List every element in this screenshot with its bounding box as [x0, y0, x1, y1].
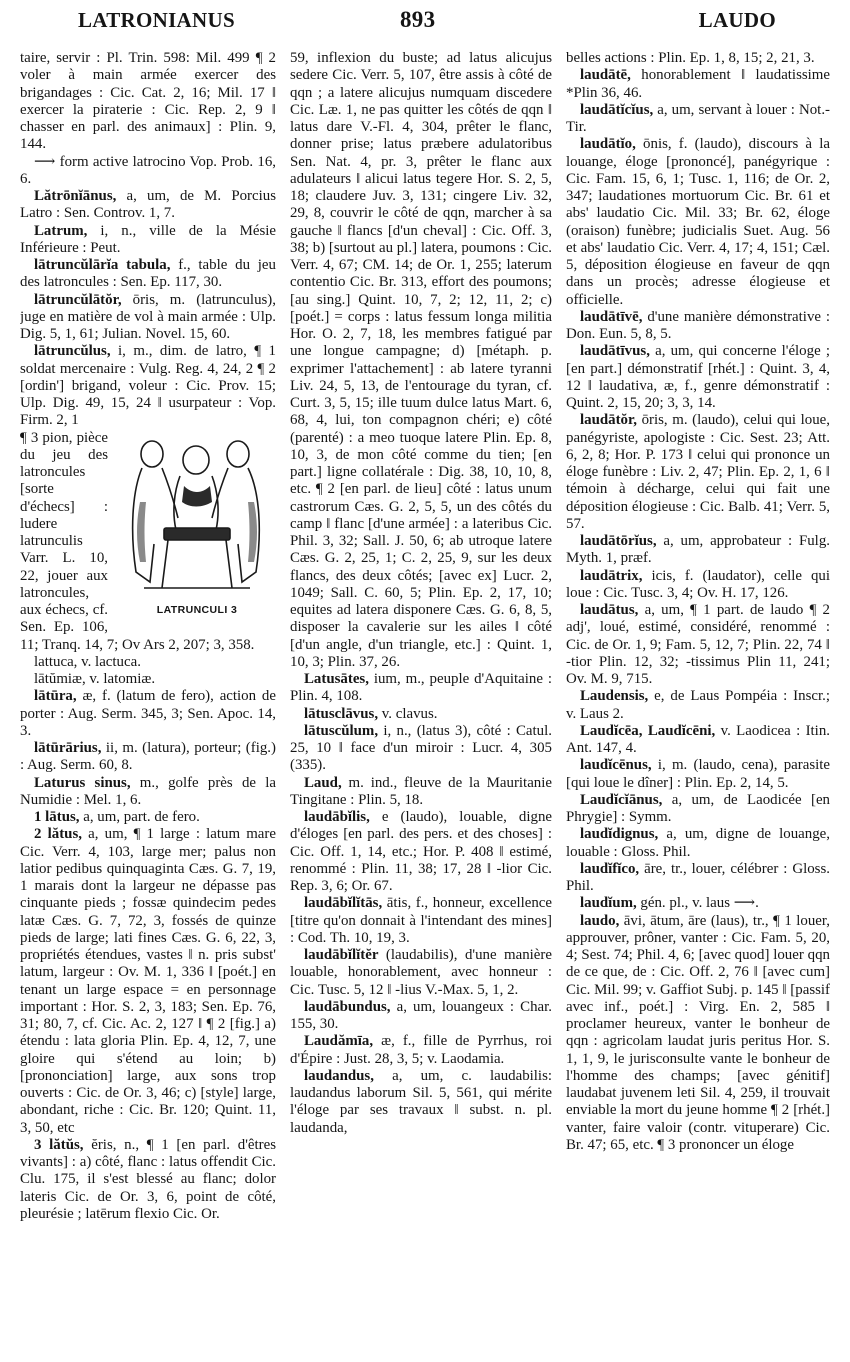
dictionary-entry [20, 154, 276, 189]
dictionary-entry [20, 740, 276, 775]
entry-headword: laudātīvē, [580, 308, 643, 325]
dictionary-entry [20, 343, 276, 429]
entry-headword: laudātīvus, [580, 343, 650, 360]
entry-text: d'une manière démonstrative : Don. Eun. 5, 8, 5. [566, 308, 830, 342]
dictionary-entry [290, 809, 552, 895]
entry-headword: laudātrix, [580, 567, 643, 584]
entry-headword: laudātōrĭus, [580, 533, 657, 549]
entry-text: a, um, c. laudabilis: laudandus laborum Sil. 5, 561, qui mérite l'éloge par ses travaux ‖ subst. n. pl. laudanda, [290, 1067, 552, 1136]
dictionary-entry [20, 809, 276, 826]
dictionary-entry [290, 723, 552, 775]
dictionary-entry [566, 67, 830, 102]
entry-text: ōris, m. (latrunculus), juge en matière de vol à main armée : Ulp. Dig. 5, 1, 61; Julian. Novel. 15, 60. [20, 291, 276, 342]
entry-text: ¶ 3 pion, pièce du jeu des latroncules [sorte d'échecs] : ludere latrunculis Varr. L. 10, 22, jouer aux latroncules, aux échecs, cf. Sen. Ep. 106, 11; Tranq. 14, 7; Ov Ars 2, 207; 3, 358. [20, 429, 255, 653]
entry-text: i, m., dim. de latro, ¶ 1 soldat mercenaire : Vulg. Reg. 4, 24, 2 ¶ 2 [ordin'] brigand, voleur : Cic. Prov. 15; Ulp. Dig. 49, 15, 24 ‖ usurpateur : Vop. Firm. 2, 1 [20, 343, 276, 429]
entry-headword: lātruncŭlātŏr, [34, 291, 122, 308]
dictionary-entry [566, 723, 830, 758]
dictionary-entry [566, 533, 830, 568]
entry-text: æ, f. (latum de fero), action de porter : Aug. Serm. 345, 3; Sen. Apoc. 14, 3. [20, 688, 276, 739]
entry-text: ⟶ form active latrocino Vop. Prob. 16, 6. [20, 153, 276, 187]
entry-text: e (laudo), louable, digne d'éloges [en parl. des pers. et des choses] : Cic. Off. 1, 14, etc.; Hor. P. 408 ‖ estimé, renommé : Plin. 11, 38; 17, 28 ‖ -lior Cic. Rep. 3, 6; Or. 67. [290, 809, 552, 894]
running-head-right: LAUDO [698, 8, 776, 32]
dictionary-entry [566, 826, 830, 861]
dictionary-entry [20, 50, 276, 154]
figure-caption: LATRUNCULI 3 [156, 604, 238, 617]
dictionary-entry [20, 688, 276, 740]
dictionary-entry [20, 775, 276, 810]
entry-headword: Laudĭcēa, Laudĭcēni, [580, 722, 716, 739]
entry-text: m., golfe près de la Numidie : Mel. 1, 6. [20, 774, 276, 808]
entry-text: ium, m., peuple d'Aquitaine : Plin. 4, 108. [290, 671, 552, 705]
entry-text: e, de Laus Pompéia : Inscr.; v. Laus 2. [566, 688, 830, 722]
entry-text: a, um, part. de fero. [79, 809, 200, 825]
dictionary-entry [20, 188, 276, 223]
column-2 [290, 50, 552, 1356]
entry-headword: laudĭfĭco, [580, 860, 640, 877]
dictionary-entry [290, 1068, 552, 1137]
page-header [0, 0, 850, 44]
dictionary-entry [566, 792, 830, 827]
dictionary-entry [20, 257, 276, 292]
entry-text: āvi, ātum, āre (laus), tr., ¶ 1 louer, approuver, prôner, vanter : Cic. Fam. 5, 20, 4; Sest. 74; Phil. 4, 6; [avec quod] louer qqn de ce que, de : Cic. Off. 2, 76 ‖ [avec cum] Cic. Mil. 99; v. Gaffiot Subj. p. 145 ‖ [passif avec inf., poét.] : Virg. En. 2, 585 ‖ proclamer heureux, vanter le bonheur de qqn : agricolam laudat juris peritus Hor. S. 1, 1, 9, le jurisconsulte vante le bonheur de l'homme des champs; [avec génitif] laudabat juvenem leti Sil. 4, 259, il trouvait enviable la mort du jeune homme ¶ 2 [rhét.] vanter, faire valoir (contr. vituperare) Cic. Br. 47; 65, etc. ¶ 3 prononcer un éloge [566, 912, 830, 1153]
entry-headword: laudĭdignus, [580, 826, 659, 843]
entry-headword: laudābĭlĭtĕr [304, 947, 379, 963]
entry-headword: laudātĭcĭus, [580, 101, 654, 118]
dictionary-entry [20, 654, 276, 671]
entry-headword: laudandus, [304, 1067, 374, 1084]
dictionary-entry [566, 50, 830, 67]
entry-text: a, um, ¶ 1 part. de laudo ¶ 2 adj', loué, estimé, considéré, renommé : Cic. de Or. 1, 9; Fam. 5, 12, 7; Plin. 22, 74 ‖ -tior Plin. 12, 32; -tissimus Plin 11, 241; Ov. M. 9, 715. [566, 602, 830, 687]
entry-text: honorablement ‖ laudatissime *Plin 36, 46. [566, 67, 830, 101]
entry-headword: 3 lătŭs, [34, 1136, 84, 1153]
dictionary-entry [566, 895, 830, 912]
entry-headword: laudĭcēnus, [580, 757, 652, 774]
entry-headword: Laturus sinus, [34, 774, 131, 791]
entry-headword: lātuscŭlum, [304, 722, 379, 739]
dictionary-entry [566, 568, 830, 603]
dictionary-entry [290, 671, 552, 706]
entry-text: a, um, servant à louer : Not.-Tir. [566, 101, 830, 135]
dictionary-entry [20, 671, 276, 688]
entry-text: a, um, qui concerne l'éloge ; [en part.] démonstratif [rhét.] : Quint. 3, 4, 12 ‖ laudativa, æ, f., genre démonstratif : Quint. 2, 15, 20; 3, 3, 14. [566, 343, 830, 411]
entry-text: a, um, louangeux : Char. 155, 30. [290, 998, 552, 1032]
running-head-left: LATRONIANUS [78, 8, 235, 32]
entry-headword: Laudĭcĭānus, [580, 791, 663, 808]
entry-text: a, um, digne de louange, louable : Gloss. Phil. [566, 826, 830, 860]
dictionary-entry [290, 706, 552, 723]
entry-text: a, um, de Laodicée [en Phrygie] : Symm. [566, 791, 830, 825]
latrunculi-players-icon [114, 432, 276, 604]
entry-headword: laudātē, [580, 67, 631, 84]
entry-headword: laudābĭlĭtās, [304, 895, 383, 912]
entry-text: v. Laodicea : Itin. Ant. 147, 4. [566, 722, 830, 756]
entry-text: i, n., (latus 3), côté : Catul. 25, 10 ‖ face d'un miroir : Lucr. 4, 305 (335). [290, 722, 552, 774]
latrunculi-illustration [114, 432, 276, 622]
entry-headword: Lătrōnĭānus, [34, 188, 117, 204]
entry-headword: Latusātes, [304, 671, 369, 687]
entry-text: āre, tr., louer, célébrer : Gloss. Phil. [566, 860, 830, 894]
entry-headword: Latrum, [34, 222, 88, 239]
dictionary-entry [20, 826, 276, 1137]
dictionary-entry [566, 136, 830, 309]
entry-text: lātŭmiæ, v. latomiæ. [34, 671, 156, 687]
entry-headword: lātūra, [34, 688, 77, 705]
entry-text: 59, inflexion du buste; ad latus alicujus sedere Cic. Verr. 5, 107, être assis à côté de qqn ; a latere alicujus numquam discedere Cic. Læ. 1, ne pas quitter les côtés de qqn ‖ latus dare V.-Fl. 4, 304, prêter le flanc, donner prise; latus præbere adulatoribus Sen. Nat. 4, pr. 3, prêter le flanc aux adulateurs ‖ alicui latus tegere Hor. S. 2, 5, 18; claudere Juv. 3, 131; cingere Liv. 32, 29, 8, couvrir le côté de qqn, marcher à sa gauche ‖ flancs [d'un cheval] : Cic. Off. 3, 38; b) [surtout au pl.] latera, poumons : Cic. Verr. 4, 67; CM. 14; de Or. 1, 255; laterum contentio Cic. Br. 313, effort des poumons; [au sing.] Quint. 10, 7, 2; 12, 11, 2; c) [poét.] = corps : latus fessum longa militia Hor. O. 2, 7, 18, les membres fatigué par une longue campagne; d) [métaph. p. exprimer l'attachement] : ab latere tyranni Liv. 24, 5, 13, de l'entourage du tyran, cf. Curt. 3, 5, 15; ille tuum dulce latus Mart. 6, 68, 4, lui, ton compagnon chéri; e) côté (parenté) : a meo tuoque latere Plin. Ep. 8, 10, 3, de mon côté comme du tien; [en part.] ligne collatérale : Dig. 38, 10, 10, 8, etc. ¶ 2 [en parl. de lieu] côté : latus unum castrorum Cæs. G. 2, 5, 5, un des côtés du camp ‖ flanc [d'une armée] : a lateribus Cic. Phil. 3, 32; Sall. J. 50, 6; ab utroque latere Cæs. G. 2, 25, 1; C. 2, 25, 9, sur les deux flancs, des deux côtés; [avec ex] Lucr. 2, 1049; Sall. C. 60, 5; Plin. Ep. 2, 17, 10; equites ad latera disponere Cæs. G. 6, 8, 5, disposer la cavalerie sur les ailes ‖ côté [d'un angle, d'un triangle, etc.] : Quint. 1, 10, 3; Plin. 37, 26. [290, 50, 552, 670]
entry-headword: 2 lătus, [34, 826, 82, 843]
entry-text: taire, servir : Pl. Trin. 598: Mil. 499 ¶ 2 voler à main armée exercer des brigandages : Cic. Cat. 2, 16; Mil. 17 ‖ exercer la piraterie : Cic. Rep. 2, 9 ‖ chasser en parl. des animaux] : Plin. 9, 144. [20, 50, 276, 153]
entry-text: f., table du jeu des latroncules : Sen. Ep. 117, 30. [20, 257, 276, 291]
entry-text: a, um, de M. Porcius Latro : Sen. Controv. 1, 7. [20, 188, 276, 222]
entry-headword: laudo, [580, 912, 620, 929]
entry-headword: laudātus, [580, 602, 639, 618]
dictionary-entry [566, 343, 830, 412]
entry-headword: lātruncŭlārĭa tabula, [34, 257, 171, 273]
column-3 [566, 50, 830, 1356]
entry-text: gén. pl., v. laus ⟶. [636, 895, 759, 912]
dictionary-entry [20, 223, 276, 258]
entry-headword: lātusclāvus, [304, 705, 379, 722]
entry-text: ātis, f., honneur, excellence [titre qu'on donnait à l'intendant des mines] : Cod. Th. 10, 19, 3. [290, 895, 552, 946]
entry-text: m. ind., fleuve de la Mauritanie Tingitane : Plin. 5, 18. [290, 774, 552, 808]
entry-headword: Laud, [304, 774, 342, 791]
entry-headword: laudābundus, [304, 998, 391, 1015]
entry-text: ĕris, n., ¶ 1 [en parl. d'êtres vivants] : a) côté, flanc : latus offendit Cic. Clu. 175, il s'est blessé au flanc; dolor lateris Cic. de Or. 3, 6, point de côté, pleurésie ; latērum flexio Cic. Or. [20, 1136, 276, 1222]
entry-text: lattuca, v. lactuca. [34, 653, 141, 670]
entry-headword: lātūrārius, [34, 740, 102, 756]
dictionary-entry [566, 309, 830, 344]
entry-headword: Laudămīa, [304, 1033, 374, 1050]
entry-text: a, um, ¶ 1 large : latum mare Cic. Verr. 4, 103, large mer; palus non latior pedibus quinquaginta Cæs. G. 7, 19, 1 marais dont la largeur ne dépasse pas cinquante pieds ; fossæ quindecim pedes latæ Cæs. G. 7, 72, 3, fossés de quinze pieds de large; lati fines Cæs. G. 6, 22, 3, propriétés étendues, vastes ‖ n. pris subst' latum, largeur : Ov. M. 1, 336 ‖ [poét.] en tenant un large espace = en personnage important : Hor. S. 2, 3, 183; Sen. Ep. 76, 31; 80, 7, cf. Cic. Ac. 2, 127 ‖ ¶ 2 [fig.] a) étendu : lata gloria Plin. Ep. 4, 12, 7, une gloire qui s'étend au loin; b) [prononciation] large, aux sons trop ouverts : Cic. de Or. 3, 46; c) [style] large, abondant, riche : Cic. Br. 120; Quint. 11, 3, 50, etc [20, 826, 276, 1136]
dictionary-entry [566, 861, 830, 896]
entry-headword: 1 lātus, [34, 809, 80, 825]
entry-text: a, um, approbateur : Fulg. Myth. 1, præf. [566, 533, 830, 567]
dictionary-entry [290, 999, 552, 1034]
entry-headword: lātruncŭlus, [34, 343, 111, 360]
dictionary-entry [566, 102, 830, 137]
dictionary-entry [290, 50, 552, 671]
dictionary-entry [20, 430, 276, 654]
entry-text: ōris, m. (laudo), celui qui loue, panégyriste, apologiste : Cic. Sest. 23; Att. 6, 2, 8; Hor. P. 173 ‖ celui qui prononce un éloge funèbre : Liv. 2, 47; Plin. Ep. 2, 1, 6 ‖ témoin à décharge, celui qui fait une déposition élogieuse : Cic. Balb. 41; Verr. 5, 57. [566, 412, 830, 532]
dictionary-entry [290, 1033, 552, 1068]
entry-headword: laudātĭo, [580, 136, 636, 153]
dictionary-entry [566, 602, 830, 688]
entry-headword: laudābĭlis, [304, 809, 370, 825]
entry-text: æ, f., fille de Pyrrhus, roi d'Épire : Just. 28, 3, 5; v. Laodamia. [290, 1033, 552, 1067]
entry-text: icis, f. (laudator), celle qui loue : Cic. Tusc. 3, 4; Ov. H. 17, 126. [566, 567, 830, 601]
entry-headword: laudātŏr, [580, 412, 637, 429]
entry-headword: laudĭum, [580, 895, 637, 912]
entry-text: ii, m. (latura), porteur; (fig.) : Aug. Serm. 60, 8. [20, 740, 276, 774]
column-1 [20, 50, 276, 1356]
dictionary-entry [290, 895, 552, 947]
entry-text: ōnis, f. (laudo), discours à la louange, éloge [prononcé], panégyrique : Cic. Fam. 15, 6, 1; Tusc. 1, 116; de Or. 2, 347; laudationes mortuorum Cic. Br. 61 et abs' laudatio Cic. Mil. 33; Br. 62, éloge (oraison) funèbre; judicialis Suet. Aug. 56 et abs' laudatio Cic. Verr. 4, 17; 4, 151; Cæl. 5, déposition élogieuse en faveur de qqn dans un procès; adresse élogieuse et officielle. [566, 136, 830, 308]
dictionary-entry [566, 688, 830, 723]
entry-text: i, m. (laudo, cena), parasite [qui loue le dîner] : Plin. Ep. 2, 14, 5. [566, 757, 830, 791]
entry-text: v. clavus. [378, 705, 438, 722]
dictionary-entry [566, 913, 830, 1155]
dictionary-entry [290, 775, 552, 810]
entry-headword: Laudensis, [580, 688, 649, 705]
entry-text: (laudabilis), d'une manière louable, honorablement, avec honneur : Cic. Tusc. 5, 12 ‖ -lius V.-Max. 5, 1, 2. [290, 947, 552, 998]
dictionary-entry [566, 412, 830, 533]
dictionary-entry [290, 947, 552, 999]
dictionary-entry [566, 757, 830, 792]
entry-text: belles actions : Plin. Ep. 1, 8, 15; 2, 21, 3. [566, 50, 815, 66]
dictionary-entry [20, 1137, 276, 1223]
entry-text: i, n., ville de la Mésie Inférieure : Peut. [20, 222, 276, 256]
page-number: 893 [400, 7, 436, 32]
dictionary-entry [20, 292, 276, 344]
